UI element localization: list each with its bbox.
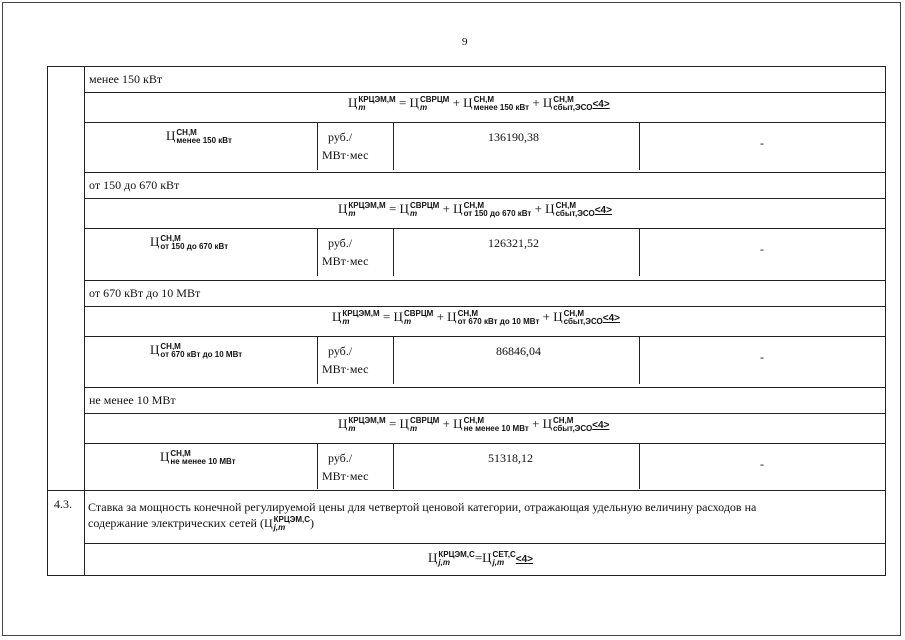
row-symbol: Ц СН,М от 670 кВт до 10 МВт bbox=[150, 342, 243, 360]
section-heading: не менее 10 МВт bbox=[89, 393, 176, 407]
row-divider bbox=[84, 122, 886, 123]
cell-divider bbox=[639, 336, 640, 384]
desc-sub: j,m bbox=[273, 523, 286, 533]
cell-divider bbox=[639, 443, 640, 489]
row-symbol-sup: СН,М bbox=[170, 449, 191, 459]
cell-divider bbox=[317, 122, 318, 170]
term1-sub: m bbox=[409, 424, 418, 434]
term1-sub: m bbox=[409, 209, 418, 219]
row-divider bbox=[84, 172, 886, 173]
row-divider bbox=[47, 490, 886, 491]
term2-sub: от 670 кВт до 10 МВт bbox=[457, 317, 540, 327]
row-symbol-sup: СН,М bbox=[176, 128, 197, 138]
value-cell: 86846,04 bbox=[496, 344, 541, 358]
table-top-border bbox=[47, 66, 886, 67]
formula-lhs: Ц bbox=[348, 95, 358, 110]
empty-value-dash: - bbox=[760, 242, 764, 256]
row-divider bbox=[84, 336, 886, 337]
unit-line2: МВт·мес bbox=[322, 254, 369, 268]
unit-line1: руб./ bbox=[328, 451, 353, 465]
term1-sup: СВРЦМ bbox=[419, 95, 450, 105]
item-description-line1: Ставка за мощность конечной регулируемой цены для четвертой ценовой категории, отражающая удельную величину расходов на bbox=[88, 500, 757, 514]
term2-sup: СН,М bbox=[463, 416, 485, 426]
reference-link[interactable]: <4> bbox=[592, 420, 610, 431]
row-divider bbox=[84, 306, 886, 307]
unit-line2: МВт·мес bbox=[322, 469, 369, 483]
row-divider bbox=[84, 92, 886, 93]
cell-divider bbox=[317, 228, 318, 276]
formula-lhs-sup: КРЦЭМ,М bbox=[348, 416, 386, 426]
number-column-divider bbox=[84, 66, 85, 576]
term3-sub: сбыт,ЭСО bbox=[553, 424, 593, 434]
cell-divider bbox=[393, 443, 394, 489]
unit-line1: руб./ bbox=[328, 344, 353, 358]
unit-line2: МВт·мес bbox=[322, 362, 369, 376]
value-cell: 126321,52 bbox=[488, 236, 539, 250]
item-number: 4.3. bbox=[54, 497, 72, 511]
item-description bbox=[88, 499, 868, 532]
row-divider bbox=[84, 413, 886, 414]
row-symbol-sup: СН,М bbox=[160, 342, 181, 352]
row-symbol-sub: менее 150 кВт bbox=[176, 136, 232, 146]
desc-sup: КРЦЭМ,С bbox=[273, 515, 311, 525]
cell-divider bbox=[317, 443, 318, 489]
term1-sup: СВРЦМ bbox=[403, 309, 434, 319]
cell-divider bbox=[317, 336, 318, 384]
cell-divider bbox=[393, 336, 394, 384]
empty-value-dash: - bbox=[760, 457, 764, 471]
row-symbol-sub: не менее 10 МВт bbox=[170, 457, 236, 467]
formula-rhs-sup: СЕТ,С bbox=[492, 550, 516, 560]
section-heading: от 670 кВт до 10 МВт bbox=[89, 286, 201, 300]
row-divider bbox=[84, 228, 886, 229]
term2-sup: СН,М bbox=[457, 309, 479, 319]
item-description-line2: содержание электрических сетей (Ц bbox=[88, 516, 273, 530]
term3-sup: СН,М bbox=[563, 309, 585, 319]
section-formula: Ц КРЦЭМ,М m = Ц СВРЦМ m + Ц СН,М от 150 до 670 кВт + Ц СН,М сбыт,ЭСО <4> bbox=[338, 201, 612, 219]
cell-divider bbox=[639, 228, 640, 276]
term1-sub: m bbox=[419, 103, 428, 113]
table-right-border bbox=[885, 66, 886, 576]
cell-divider bbox=[639, 122, 640, 170]
formula-lhs-sup: КРЦЭМ,М bbox=[348, 201, 386, 211]
term2-sub: от 150 до 670 кВт bbox=[463, 209, 532, 219]
formula-lhs-sub: m bbox=[348, 209, 356, 219]
formula-lhs-sup: КРЦЭМ,С bbox=[438, 550, 475, 560]
term3-sup: СН,М bbox=[553, 416, 574, 426]
empty-value-dash: - bbox=[760, 350, 764, 364]
row-symbol: Ц СН,М от 150 до 670 кВт bbox=[150, 234, 229, 252]
formula-rhs-sub: j,m bbox=[492, 558, 505, 568]
term1-sup: СВРЦМ bbox=[409, 201, 440, 211]
formula-lhs: Ц bbox=[338, 416, 348, 431]
formula-lhs-sup: КРЦЭМ,М bbox=[342, 309, 380, 319]
formula-lhs-sup: КРЦЭМ,М bbox=[358, 95, 396, 105]
formula-rhs: Ц bbox=[482, 550, 492, 565]
row-symbol-sup: СН,М bbox=[160, 234, 181, 244]
term2-sup: СН,М bbox=[463, 201, 485, 211]
row-divider bbox=[84, 543, 886, 544]
formula-lhs: Ц bbox=[332, 309, 342, 324]
row-symbol-sub: от 150 до 670 кВт bbox=[160, 242, 229, 252]
page-number: 9 bbox=[462, 36, 468, 48]
term3-sub: сбыт,ЭСО bbox=[553, 103, 593, 113]
row-symbol: Ц СН,М менее 150 кВт bbox=[166, 128, 232, 146]
section-formula: Ц КРЦЭМ,М m = Ц СВРЦМ m + Ц СН,М не менее 10 МВт + Ц СН,М сбыт,ЭСО <4> bbox=[338, 416, 610, 434]
desc-close: ) bbox=[310, 516, 315, 530]
cell-divider bbox=[393, 122, 394, 170]
section-heading: от 150 до 670 кВт bbox=[89, 178, 180, 192]
value-cell: 51318,12 bbox=[488, 451, 533, 465]
formula-lhs-sub: m bbox=[358, 103, 366, 113]
term3-sup: СН,М bbox=[553, 95, 574, 105]
formula-lhs-sub: m bbox=[348, 424, 356, 434]
formula-4-3: Ц КРЦЭМ,С j,m =Ц СЕТ,С j,m <4> bbox=[428, 550, 533, 568]
reference-link[interactable]: <4> bbox=[602, 313, 620, 324]
unit-line1: руб./ bbox=[328, 130, 353, 144]
empty-value-dash: - bbox=[760, 136, 764, 150]
reference-link[interactable]: <4> bbox=[592, 99, 610, 110]
reference-link[interactable]: <4> bbox=[515, 554, 533, 565]
table-bottom-border bbox=[47, 575, 886, 576]
formula-lhs-sub: m bbox=[342, 317, 350, 327]
term3-sub: сбыт,ЭСО bbox=[555, 209, 595, 219]
formula-lhs: Ц bbox=[338, 201, 348, 216]
row-symbol-sub: от 670 кВт до 10 МВт bbox=[160, 350, 243, 360]
term2-sub: не менее 10 МВт bbox=[463, 424, 529, 434]
term1-sub: m bbox=[403, 317, 412, 327]
unit-line2: МВт·мес bbox=[322, 148, 369, 162]
value-cell: 136190,38 bbox=[488, 130, 539, 144]
formula-lhs: Ц bbox=[428, 550, 438, 565]
cell-divider bbox=[393, 228, 394, 276]
section-formula: Ц КРЦЭМ,М m = Ц СВРЦМ m + Ц СН,М менее 150 кВт + Ц СН,М сбыт,ЭСО <4> bbox=[348, 95, 610, 113]
row-divider bbox=[84, 280, 886, 281]
table-left-border bbox=[47, 66, 48, 576]
row-divider bbox=[84, 198, 886, 199]
row-divider bbox=[84, 387, 886, 388]
term1-sup: СВРЦМ bbox=[409, 416, 440, 426]
row-divider bbox=[84, 443, 886, 444]
reference-link[interactable]: <4> bbox=[594, 205, 612, 216]
section-heading: менее 150 кВт bbox=[89, 72, 163, 86]
unit-line1: руб./ bbox=[328, 236, 353, 250]
term2-sup: СН,М bbox=[473, 95, 495, 105]
formula-lhs-sub: j,m bbox=[438, 558, 450, 568]
term3-sub: сбыт,ЭСО bbox=[563, 317, 603, 327]
section-formula: Ц КРЦЭМ,М m = Ц СВРЦМ m + Ц СН,М от 670 кВт до 10 МВт + Ц СН,М сбыт,ЭСО <4> bbox=[332, 309, 620, 327]
term3-sup: СН,М bbox=[555, 201, 577, 211]
term2-sub: менее 150 кВт bbox=[473, 103, 530, 113]
row-symbol: Ц СН,М не менее 10 МВт bbox=[160, 449, 236, 467]
